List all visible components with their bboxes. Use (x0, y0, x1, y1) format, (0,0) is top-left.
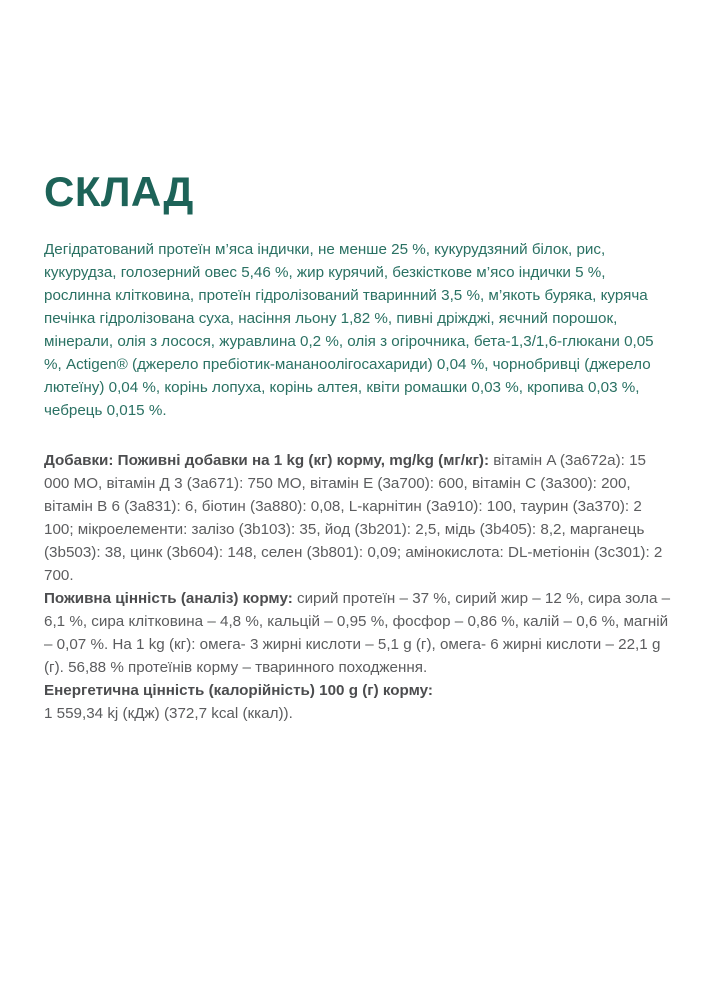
energy-value-value: 1 559,34 kj (кДж) (372,7 kcal (ккал)). (44, 705, 293, 722)
nutritional-value-value: сирий протеїн – 37 %, сирий жир – 12 %, сира зола – 6,1 %, сира клітковина – 4,8 %, кальцій – 0,95 %, фосфор – 0,86 %, калій – 0,6 %, магній – 0,07 %. На 1 kg (кг): омега- 3 жирні кислоти – 5,1 g (г), омега- 6 жирні кислоти – 22,1 g (г). 56,88 % протеїнів корму – тваринного походження. (44, 590, 671, 676)
energy-value-label: Енергетична цінність (калорійність) 100 g (г) корму: (44, 682, 433, 699)
nutritional-value-label: Поживна цінність (аналіз) корму: (44, 590, 293, 607)
additives-label: Добавки: Поживні добавки на 1 kg (кг) корму, mg/kg (мг/кг): (44, 452, 490, 469)
additives-block (44, 449, 672, 587)
content-column (44, 168, 672, 725)
page-title: СКЛАД (44, 168, 194, 215)
nutritional-value-block (44, 587, 672, 679)
additives-value: вітамін A (3a672a): 15 000 МО, вітамін Д 3 (3a671): 750 МО, вітамін E (3a700): 600, вітамін C (3a300): 200, вітамін B 6 (3a831): 6, біотин (3a880): 0,08, L-карнітин (3a910): 100, таурин (3a370): 2 100; мікроелементи: залізо (3b103): 35, йод (3b201): 2,5, мідь (3b405): 8,2, марганець (3b503): 38, цинк (3b604): 148, селен (3b801): 0,09; амінокислота: DL-метіонін (3c301): 2 700. (44, 452, 663, 584)
ingredients-paragraph: Дегідратований протеїн м’яса індички, не менше 25 %, кукурудзяний білок, рис, кукурудза, голозерний овес 5,46 %, жир курячий, безкісткове м’ясо індички 5 %, рослинна клітковина, протеїн гідролізований тваринний 3,5 %, м’якоть буряка, куряча печінка гідролізована суха, насіння льону 1,82 %, пивні дріжджі, яєчний порошок, мінерали, олія з лосося, журавлина 0,2 %, олія з огірочника, бета-1,3/1,6-глюкани 0,05 %, Actigen® (джерело пребіотик-мананоолігосахариди) 0,04 %, чорнобривці (джерело лютеїну) 0,04 %, корінь лопуха, корінь алтея, квіти ромашки 0,03 %, кропива 0,03 %, чебрець 0,015 %. (44, 241, 654, 419)
energy-value-block (44, 679, 672, 725)
analysis-section (44, 449, 672, 725)
